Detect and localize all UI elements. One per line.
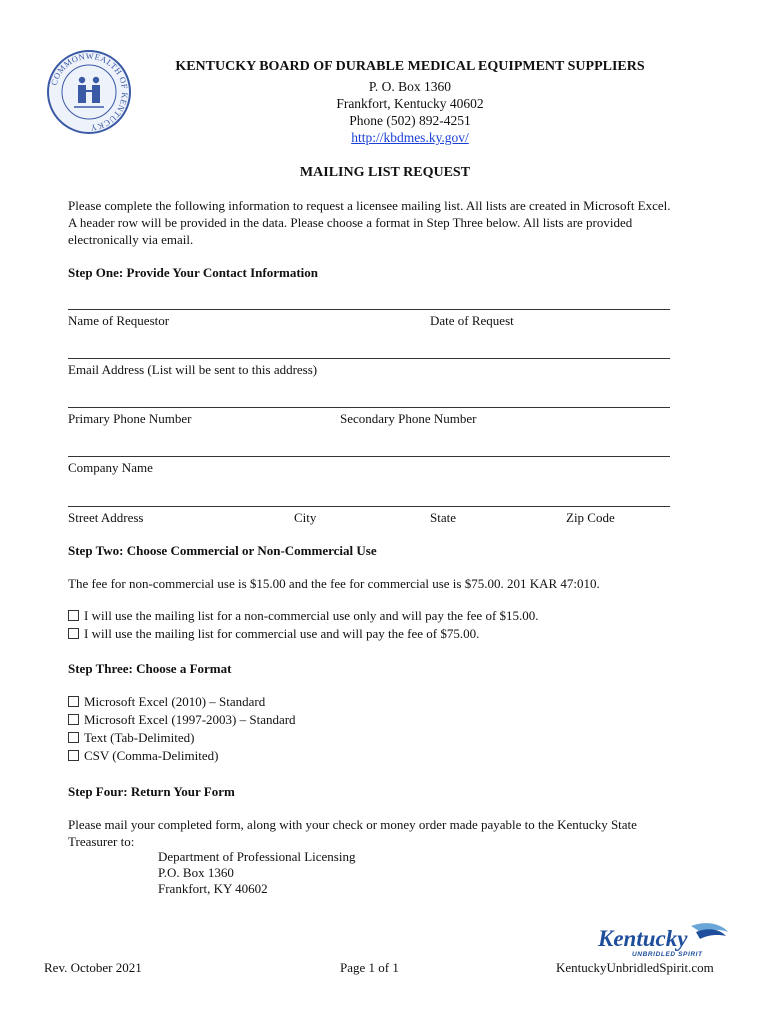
address-line-1: Department of Professional Licensing (158, 849, 356, 864)
name-date-line[interactable] (68, 309, 670, 310)
step-four-heading: Step Four: Return Your Form (68, 784, 235, 799)
letterhead (150, 58, 670, 146)
email-line[interactable] (68, 358, 670, 359)
primary-phone-label: Primary Phone Number (68, 411, 192, 426)
format-option-csv[interactable]: CSV (Comma-Delimited) (68, 747, 678, 765)
format-option-excel-1997[interactable]: Microsoft Excel (1997-2003) – Standard (68, 711, 678, 729)
date-label: Date of Request (430, 313, 514, 328)
step-two-heading: Step Two: Choose Commercial or Non-Commercial Use (68, 543, 377, 558)
city-label: City (294, 510, 317, 525)
logo-word: Kentucky (598, 926, 688, 951)
return-instructions: Please mail your completed form, along with your check or money order made payable to the Kentucky State Treasurer to: (68, 817, 637, 849)
footer-website: KentuckyUnbridledSpirit.com (556, 960, 714, 975)
company-line[interactable] (68, 456, 670, 457)
company-label: Company Name (68, 460, 153, 475)
street-label: Street Address (68, 510, 144, 525)
mailing-address (158, 849, 355, 897)
logo-tagline: UNBRIDLED SPIRIT (632, 951, 703, 958)
kentucky-seal-icon (46, 49, 132, 135)
step-one-heading: Step One: Provide Your Contact Information (68, 265, 319, 280)
checkbox-icon[interactable] (68, 732, 79, 743)
address-line-3: Frankfort, KY 40602 (158, 881, 268, 896)
intro-paragraph: Please complete the following information to request a licensee mailing list. All lists are created in Microsoft Excel. A header row will be provided in the data. Please choose a format in Step Three below. All lists are provided electronically via email. (68, 198, 671, 247)
checkbox-icon[interactable] (68, 628, 79, 639)
page-number: Page 1 of 1 (340, 960, 399, 975)
revision-date: Rev. October 2021 (44, 960, 142, 975)
organization-name: KENTUCKY BOARD OF DURABLE MEDICAL EQUIPMENT SUPPLIERS (175, 59, 645, 74)
use-options (68, 607, 678, 643)
commercial-option[interactable]: I will use the mailing list for commercial use and will pay the fee of $75.00. (68, 625, 678, 643)
secondary-phone-label: Secondary Phone Number (340, 411, 477, 426)
checkbox-icon[interactable] (68, 714, 79, 725)
po-box: P. O. Box 1360 (368, 79, 452, 94)
zip-label: Zip Code (566, 510, 615, 525)
state-label: State (430, 510, 456, 525)
format-option-text[interactable]: Text (Tab-Delimited) (68, 729, 678, 747)
address-line[interactable] (68, 506, 670, 507)
step-three-heading: Step Three: Choose a Format (68, 661, 232, 676)
non-commercial-option[interactable]: I will use the mailing list for a non-commercial use only and will pay the fee of $15.00. (68, 607, 678, 625)
form-title: MAILING LIST REQUEST (299, 165, 471, 180)
format-option-excel-2010[interactable]: Microsoft Excel (2010) – Standard (68, 693, 678, 711)
format-options (68, 693, 678, 765)
city-state: Frankfort, Kentucky 40602 (336, 96, 484, 111)
phone-line[interactable] (68, 407, 670, 408)
checkbox-icon[interactable] (68, 750, 79, 761)
checkbox-icon[interactable] (68, 610, 79, 621)
name-label: Name of Requestor (68, 313, 170, 328)
checkbox-icon[interactable] (68, 696, 79, 707)
website-link[interactable]: http://kbdmes.ky.gov/ (351, 130, 469, 145)
address-line-2: P.O. Box 1360 (158, 865, 234, 880)
email-label: Email Address (List will be sent to this address) (68, 362, 318, 377)
kentucky-unbridled-spirit-logo-icon (596, 920, 730, 960)
fee-text: The fee for non-commercial use is $15.00 and the fee for commercial use is $75.00. 201 KAR 47:010. (68, 576, 600, 591)
phone: Phone (502) 892-4251 (349, 113, 471, 128)
seal-text: COMMONWEALTH OF KENTUCKY (48, 50, 131, 134)
